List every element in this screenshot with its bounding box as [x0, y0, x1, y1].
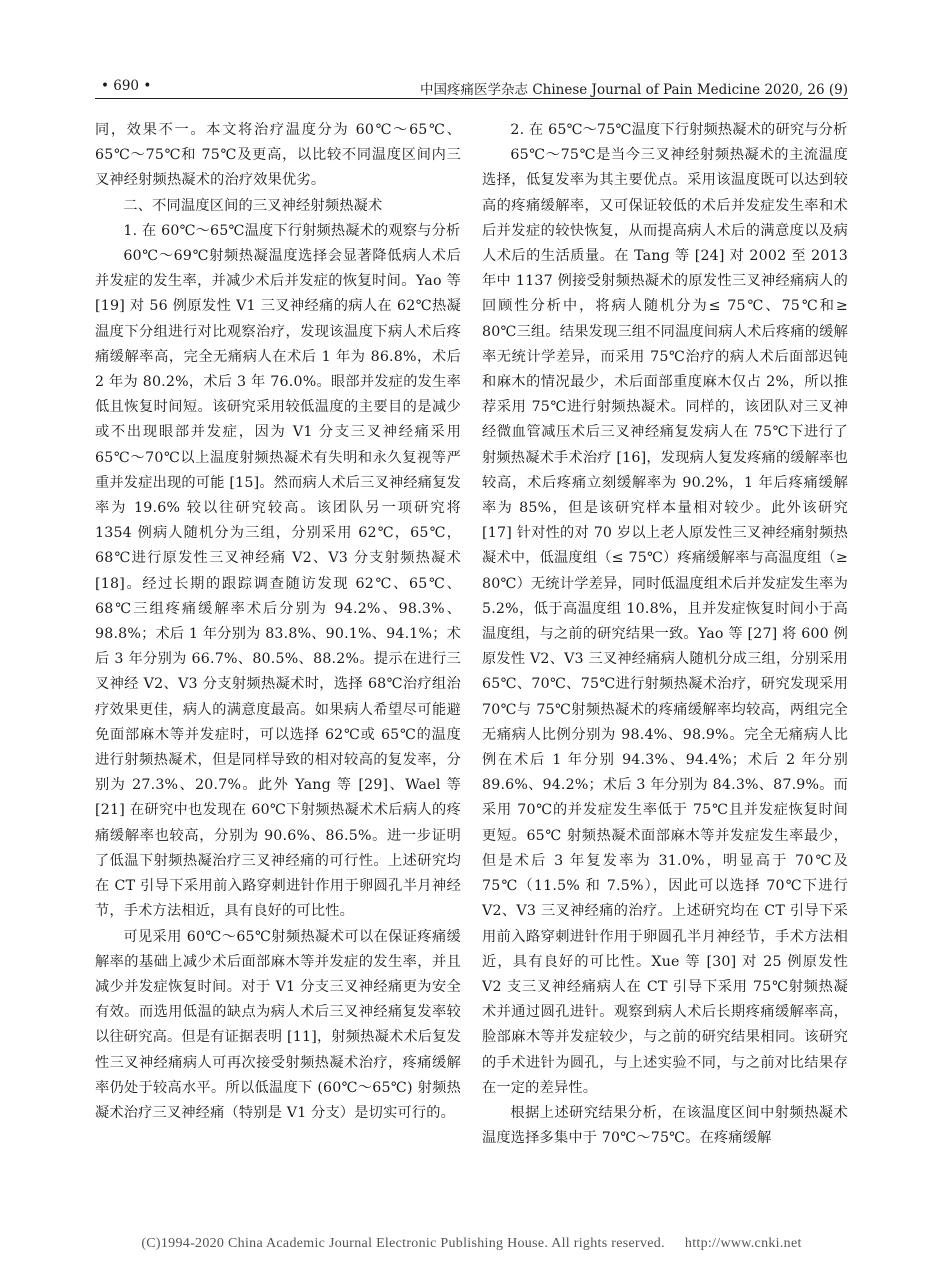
subsection-heading-2: 2. 在 65℃～75℃温度下行射频热凝术的研究与分析	[510, 122, 848, 138]
footer-url[interactable]: http://www.cnki.net	[684, 1236, 802, 1251]
paragraph-continuation: 同，效果不一。本文将治疗温度分为 60℃～65℃、65℃～75℃和 75℃及更高，以比较不同温度区间内三叉神经射频热凝术的治疗效果优劣。	[95, 122, 461, 189]
page-number: • 690 •	[101, 78, 152, 94]
paragraph: 65℃～75℃是当今三叉神经射频热凝术的主流温度选择，低复发率为其主要优点。采用该温度既可以达到较高的疼痛缓解率，又可保证较低的术后并发症发生率和术后并发症的较快恢复，从而提高病人术后的满意度以及病人术后的生活质量。在 Tang 等 [24] 对 2002 至 2013 年中 1137 例接受射频热凝术的原发性三叉神经痛病人的回顾性分析中，将病人随机分为≤ 75℃、75℃和≥ 80℃三组。结果发现三组不同温度间病人术后疼痛的缓解率无统计学差异，而采用 75℃治疗的病人术后面部迟钝和麻木的情况最少，术后面部重度麻木仅占 2%，所以推荐采用 75℃进行射频热凝术。同样的，该团队对三叉神经微血管减压术后三叉神经痛复发病人在 75℃下进行了射频热凝术手术治疗 [16]，发现病人复发疼痛的缓解率也较高，术后疼痛立刻缓解率为 90.2%，1 年后疼痛缓解率为 85%，但是该研究样本量相对较少。此外该研究 [17] 针对性的对 70 岁以上老人原发性三叉神经痛射频热凝术中，低温度组（≤ 75℃）疼痛缓解率与高温度组（≥ 80℃）无统计学差异，同时低温度组术后并发症发生率为 5.2%，低于高温度组 10.8%，且并发症恢复时间小于高温度组，与之前的研究结果一致。Yao 等 [27] 将 600 例原发性 V2、V3 三叉神经痛病人随机分成三组，分别采用 65℃、70℃、75℃进行射频热凝术治疗，研究发现采用 70℃与 75℃射频热凝术的疼痛缓解率均较高，两组完全无痛病人比例分别为 98.4%、98.9%。完全无痛病人比例在术后 1 年分别 94.3%、94.4%；术后 2 年分别 89.6%、94.2%；术后 3 年分别为 84.3%、87.9%。而采用 70℃的并发症发生率低于 75℃且并发症恢复时间更短。65℃ 射频热凝术面部麻木等并发症发生率最少，但是术后 3 年复发率为 31.0%，明显高于 70℃及 75℃（11.5% 和 7.5%），因此可以选择 70℃下进行 V2、V3 三叉神经痛的治疗。上述研究均在 CT 引导下采用前入路穿刺进针作用于卵圆孔半月神经节，手术方法相近，具有良好的可比性。Xue 等 [30] 对 25 例原发性 V2 支三叉神经痛病人在 CT 引导下采用 75℃射频热凝术并通过圆孔进针。观察到病人术后长期疼痛缓解率高，脸部麻木等并发症较少，与之前的研究结果相同。该研究的手术进针为圆孔，与上述实验不同，与之前对比结果存在一定的差异性。	[482, 147, 848, 1096]
left-column	[95, 118, 461, 1126]
paragraph: 可见采用 60℃～65℃射频热凝术可以在保证疼痛缓解率的基础上减少术后面部麻木等并发症的发生率，并且减少并发症恢复时间。对于 V1 分支三叉神经痛更为安全有效。而选用低温的缺点为病人术后三叉神经痛复发率较以往研究高。但是有证据表明 [11]，射频热凝术术后复发性三叉神经痛病人可再次接受射频热凝术治疗，疼痛缓解率仍处于较高水平。所以低温度下 (60℃～65℃) 射频热凝术治疗三叉神经痛（特别是 V1 分支）是切实可行的。	[95, 928, 461, 1121]
paragraph: 60℃～69℃射频热凝温度选择会显著降低病人术后并发症的发生率，并减少术后并发症的恢复时间。Yao 等 [19] 对 56 例原发性 V1 三叉神经痛的病人在 62℃热凝温度下分组进行对比观察治疗，发现该温度下病人术后疼痛缓解率高，完全无痛病人在术后 1 年为 86.8%，术后 2 年为 80.2%，术后 3 年 76.0%。眼部并发症的发生率低且恢复时间短。该研究采用较低温度的主要目的是减少或不出现眼部并发症，因为 V1 分支三叉神经痛采用 65℃～70℃以上温度射频热凝术有失明和永久复视等严重并发症出现的可能 [15]。然而病人术后三叉神经痛复发率为 19.6% 较以往研究较高。该团队另一项研究将 1354 例病人随机分为三组，分别采用 62℃，65℃，68℃进行原发性三叉神经痛 V2、V3 分支射频热凝术 [18]。经过长期的跟踪调查随访发现 62℃、65℃、68℃三组疼痛缓解率术后分别为 94.2%、98.3%、98.8%；术后 1 年分别为 83.8%、90.1%、94.1%；术后 3 年分别为 66.7%、80.5%、88.2%。提示在进行三叉神经 V2、V3 分支射频热凝术时，选择 68℃治疗组治疗效果更佳，病人的满意度最高。如果病人希望尽可能避免面部麻木等并发症时，可以选择 62℃或 65℃的温度进行射频热凝术，但是同样导致的相对较高的复发率，分别为 27.3%、20.7%。此外 Yang 等 [29]、Wael 等 [21] 在研究中也发现在 60℃下射频热凝术术后病人的疼痛缓解率也较高，分别为 90.6%、86.5%。进一步证明了低温下射频热凝治疗三叉神经痛的可行性。上述研究均在 CT 引导下采用前入路穿刺进针作用于卵圆孔半月神经节，手术方法相近，具有良好的可比性。	[95, 248, 461, 920]
right-column	[482, 118, 848, 1151]
copyright-notice: (C)1994-2020 China Academic Journal Electronic Publishing House. All rights reserved.	[141, 1236, 665, 1251]
paragraph: 根据上述研究结果分析，在该温度区间中射频热凝术温度选择多集中于 70℃～75℃。在疼痛缓解	[482, 1104, 848, 1147]
copyright-footer	[0, 1236, 943, 1252]
journal-title: 中国疼痛医学杂志 Chinese Journal of Pain Medicine 2020, 26 (9)	[420, 82, 848, 98]
section-heading: 二、不同温度区间的三叉神经射频热凝术	[123, 197, 383, 214]
running-header	[95, 76, 848, 99]
subsection-heading-1: 1. 在 60℃～65℃温度下行射频热凝术的观察与分析	[123, 222, 461, 239]
